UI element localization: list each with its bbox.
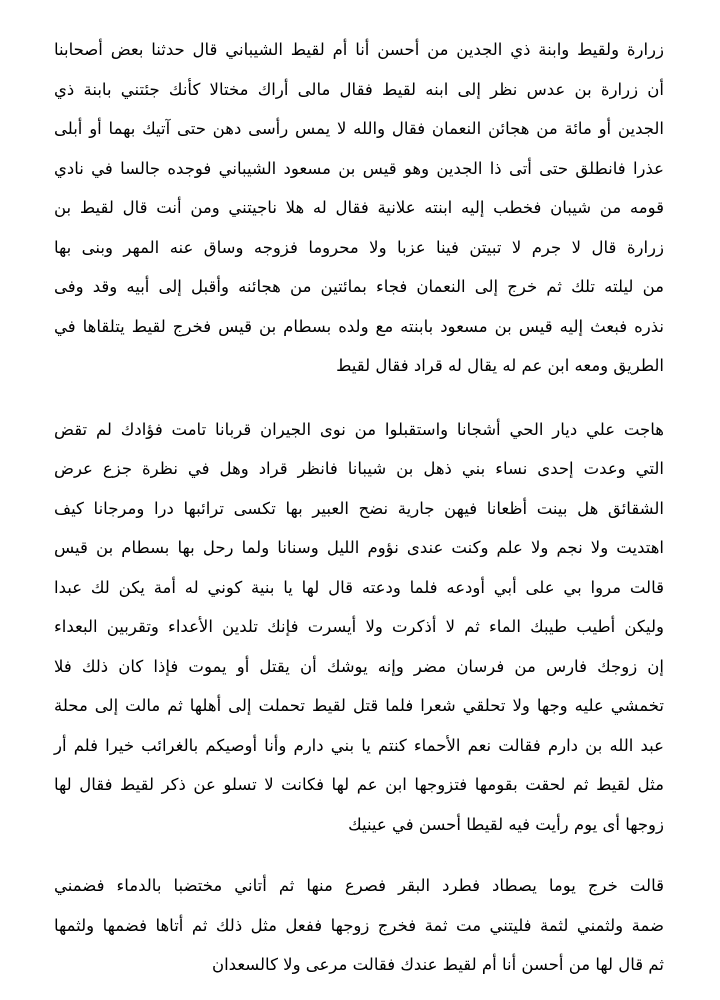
text-line: عذرا فانطلق حتى أتى ذا الجدين وهو قيس بن مسعود الشيباني فوجده جالسا في نادي [54, 158, 664, 178]
paragraph-2 [54, 410, 664, 845]
text-line: زوجها أى يوم رأيت فيه لقيطا أحسن في عينيك [348, 814, 664, 834]
text-line: هاجت علي ديار الحي أشجانا واستقبلوا من نوى الجيران قربانا تامت فؤادك لم تقض [54, 419, 664, 439]
text-line: زرارة ولقيط وابنة ذي الجدين من أحسن أنا أم لقيط الشيباني قال حدثنا بعض أصحابنا [54, 40, 664, 59]
text-line: التي وعدت إحدى نساء بني ذهل بن شيبانا فانظر قراد وهل في نظرة جزع عرض [54, 459, 664, 478]
text-line: زرارة قال لا جرم لا تبيتن فينا عزبا ولا محروما فزوجه وساق عنه المهر وبنى بها [54, 237, 664, 257]
text-line: ضمة ولثمني لثمة فليتني مت ثمة فخرج زوجها ففعل مثل ذلك ثم أتاها فضمها ولثمها [54, 915, 664, 935]
text-line: الطريق ومعه ابن عم له يقال له قراد فقال لقيط [336, 356, 664, 375]
document-page [54, 30, 664, 985]
text-line: مثل لقيط ثم لحقت بقومها فتزوجها ابن عم لها فكانت لا تسلو عن ذكر لقيط فقال لها [54, 775, 664, 794]
paragraph-3 [54, 866, 664, 985]
text-line: قومه من شيبان فخطب إليه ابنته علانية فقال له هلا ناجيتني ومن أنت قال لقيط بن [54, 198, 664, 217]
text-line: ثم قال لها من أحسن أنا أم لقيط عندك فقالت مرعى ولا كالسعدان [211, 955, 664, 974]
text-line: قالت مروا بي على أبي أودعه فلما ودعته قال لها يا بنية كوني له أمة يكن لك عبدا [54, 577, 664, 597]
text-line: الشقائق هل بينت أظعانا فيهن جارية نضح العبير بها تكسى ترائبها درا ومرجانا كيف [54, 498, 664, 518]
text-line: إن زوجك فارس من فرسان مضر وإنه يوشك أن يقتل أو يموت فإذا كان ذلك فلا [54, 656, 664, 676]
paragraph-spacer [54, 844, 664, 866]
text-line: عبد الله بن دارم فقالت نعم الأحماء كنتم يا بني دارم وأنا أوصيكم بالغرائب خيرا فلم أر [54, 735, 664, 755]
paragraph-spacer [54, 386, 664, 410]
text-line: قالت خرج يوما يصطاد فطرد البقر فصرع منها ثم أتاني مختضبا بالدماء فضمني [54, 876, 664, 895]
text-line: الجدين أو مائة من هجائن النعمان فقال والله لا يمس رأسى دهن حتى آتيك بهما أو أبلى [54, 119, 664, 138]
paragraph-1 [54, 30, 664, 386]
text-line: اهتديت ولا نجم ولا علم وكنت عندى نؤوم الليل وسنانا ولما رحل بها بسطام بن قيس [54, 538, 664, 557]
text-line: أن زرارة بن عدس نظر إلى ابنه لقيط فقال مالى أراك مختالا كأنك جئتني بابنة ذي [54, 79, 664, 99]
text-line: من ليلته تلك ثم خرج إلى النعمان فجاء بمائتين من هجائنه وأقبل إلى أبيه وقد وفى [54, 277, 664, 296]
text-line: تخمشي عليه وجها ولا تحلقي شعرا فلما قتل لقيط تحملت إلى أهلها ثم مالت إلى محلة [54, 696, 664, 715]
text-line: وليكن أطيب طيبك الماء ثم لا أذكرت ولا أيسرت فإنك تلدين الأعداء وتقربين البعداء [54, 617, 664, 636]
text-line: نذره فبعث إليه قيس بن مسعود بابنته مع ولده بسطام بن قيس فخرج لقيط يتلقاها في [54, 316, 664, 336]
